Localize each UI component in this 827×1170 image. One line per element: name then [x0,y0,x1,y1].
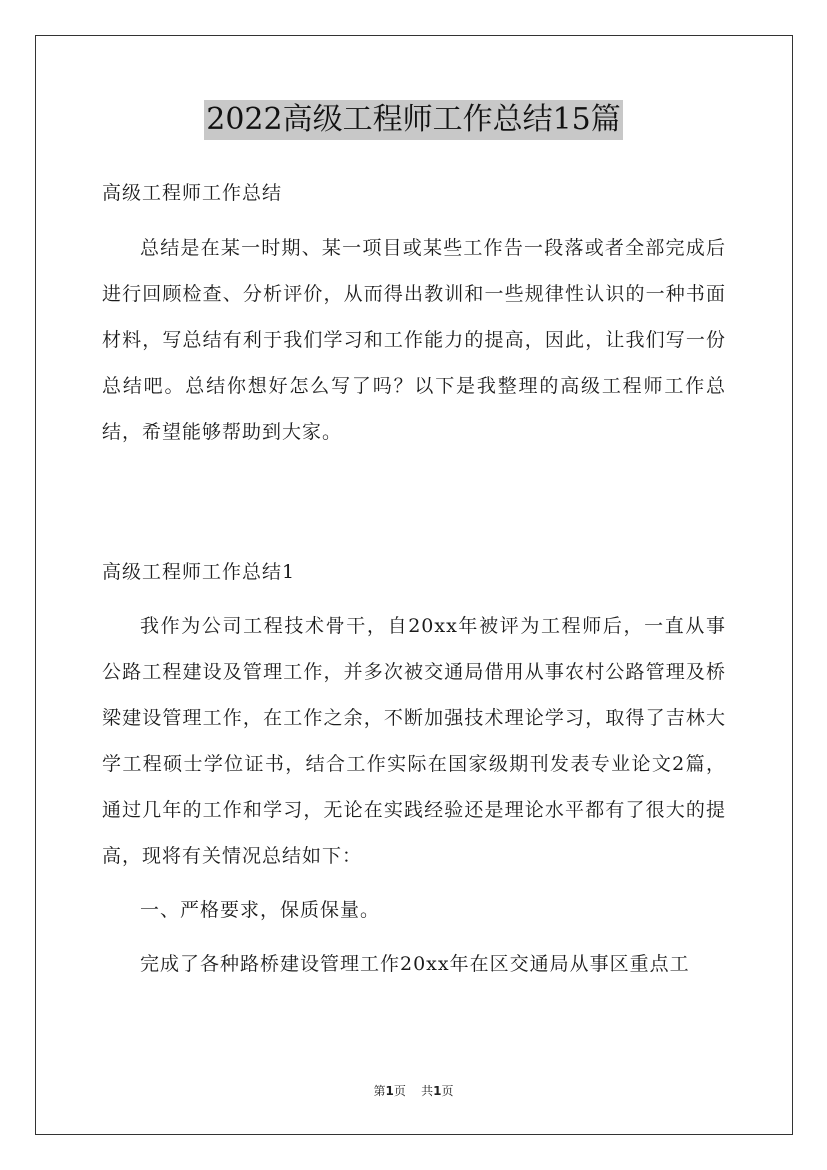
section1-subheading: 一、严格要求，保质保量。 [140,899,381,921]
section1-heading: 高级工程师工作总结1 [102,561,296,583]
footer-page-current: 1 [385,1084,394,1098]
section1-paragraph: 我作为公司工程技术骨干，自20xx年被评为工程师后，一直从事公路工程建设及管理工作，并多次被交通局借用从事农村公路管理及桥梁建设管理工作，在工作之余，不断加强技术理论学习，取得了吉林大学工程硕士学位证书，结合工作实际在国家级期刊发表专业论文2篇，通过几年的工作和学习，无论在实践经验还是理论水平都有了很大的提高，现将有关情况总结如下： [102,615,726,867]
footer-total-pages: 1 [433,1084,442,1098]
footer-page-suffix: 页 [393,1084,406,1098]
section1-paragraph2: 完成了各种路桥建设管理工作20xx年在区交通局从事区重点工 [140,953,690,975]
title-wrap [0,100,827,140]
footer-total-suffix: 页 [441,1084,454,1098]
page-footer [0,1083,827,1099]
intro-heading: 高级工程师工作总结 [102,182,283,204]
section1-paragraph-block [102,603,726,987]
footer-page-prefix: 第 [373,1084,386,1098]
footer-total-prefix: 共 [421,1084,434,1098]
intro-paragraph-block [102,225,726,455]
document-title: 2022高级工程师工作总结15篇 [204,100,623,140]
intro-paragraph: 总结是在某一时期、某一项目或某些工作告一段落或者全部完成后进行回顾检查、分析评价，从而得出教训和一些规律性认识的一种书面材料，写总结有利于我们学习和工作能力的提高，因此，让我们写一份总结吧。总结你想好怎么写了吗？以下是我整理的高级工程师工作总结，希望能够帮助到大家。 [102,237,726,443]
